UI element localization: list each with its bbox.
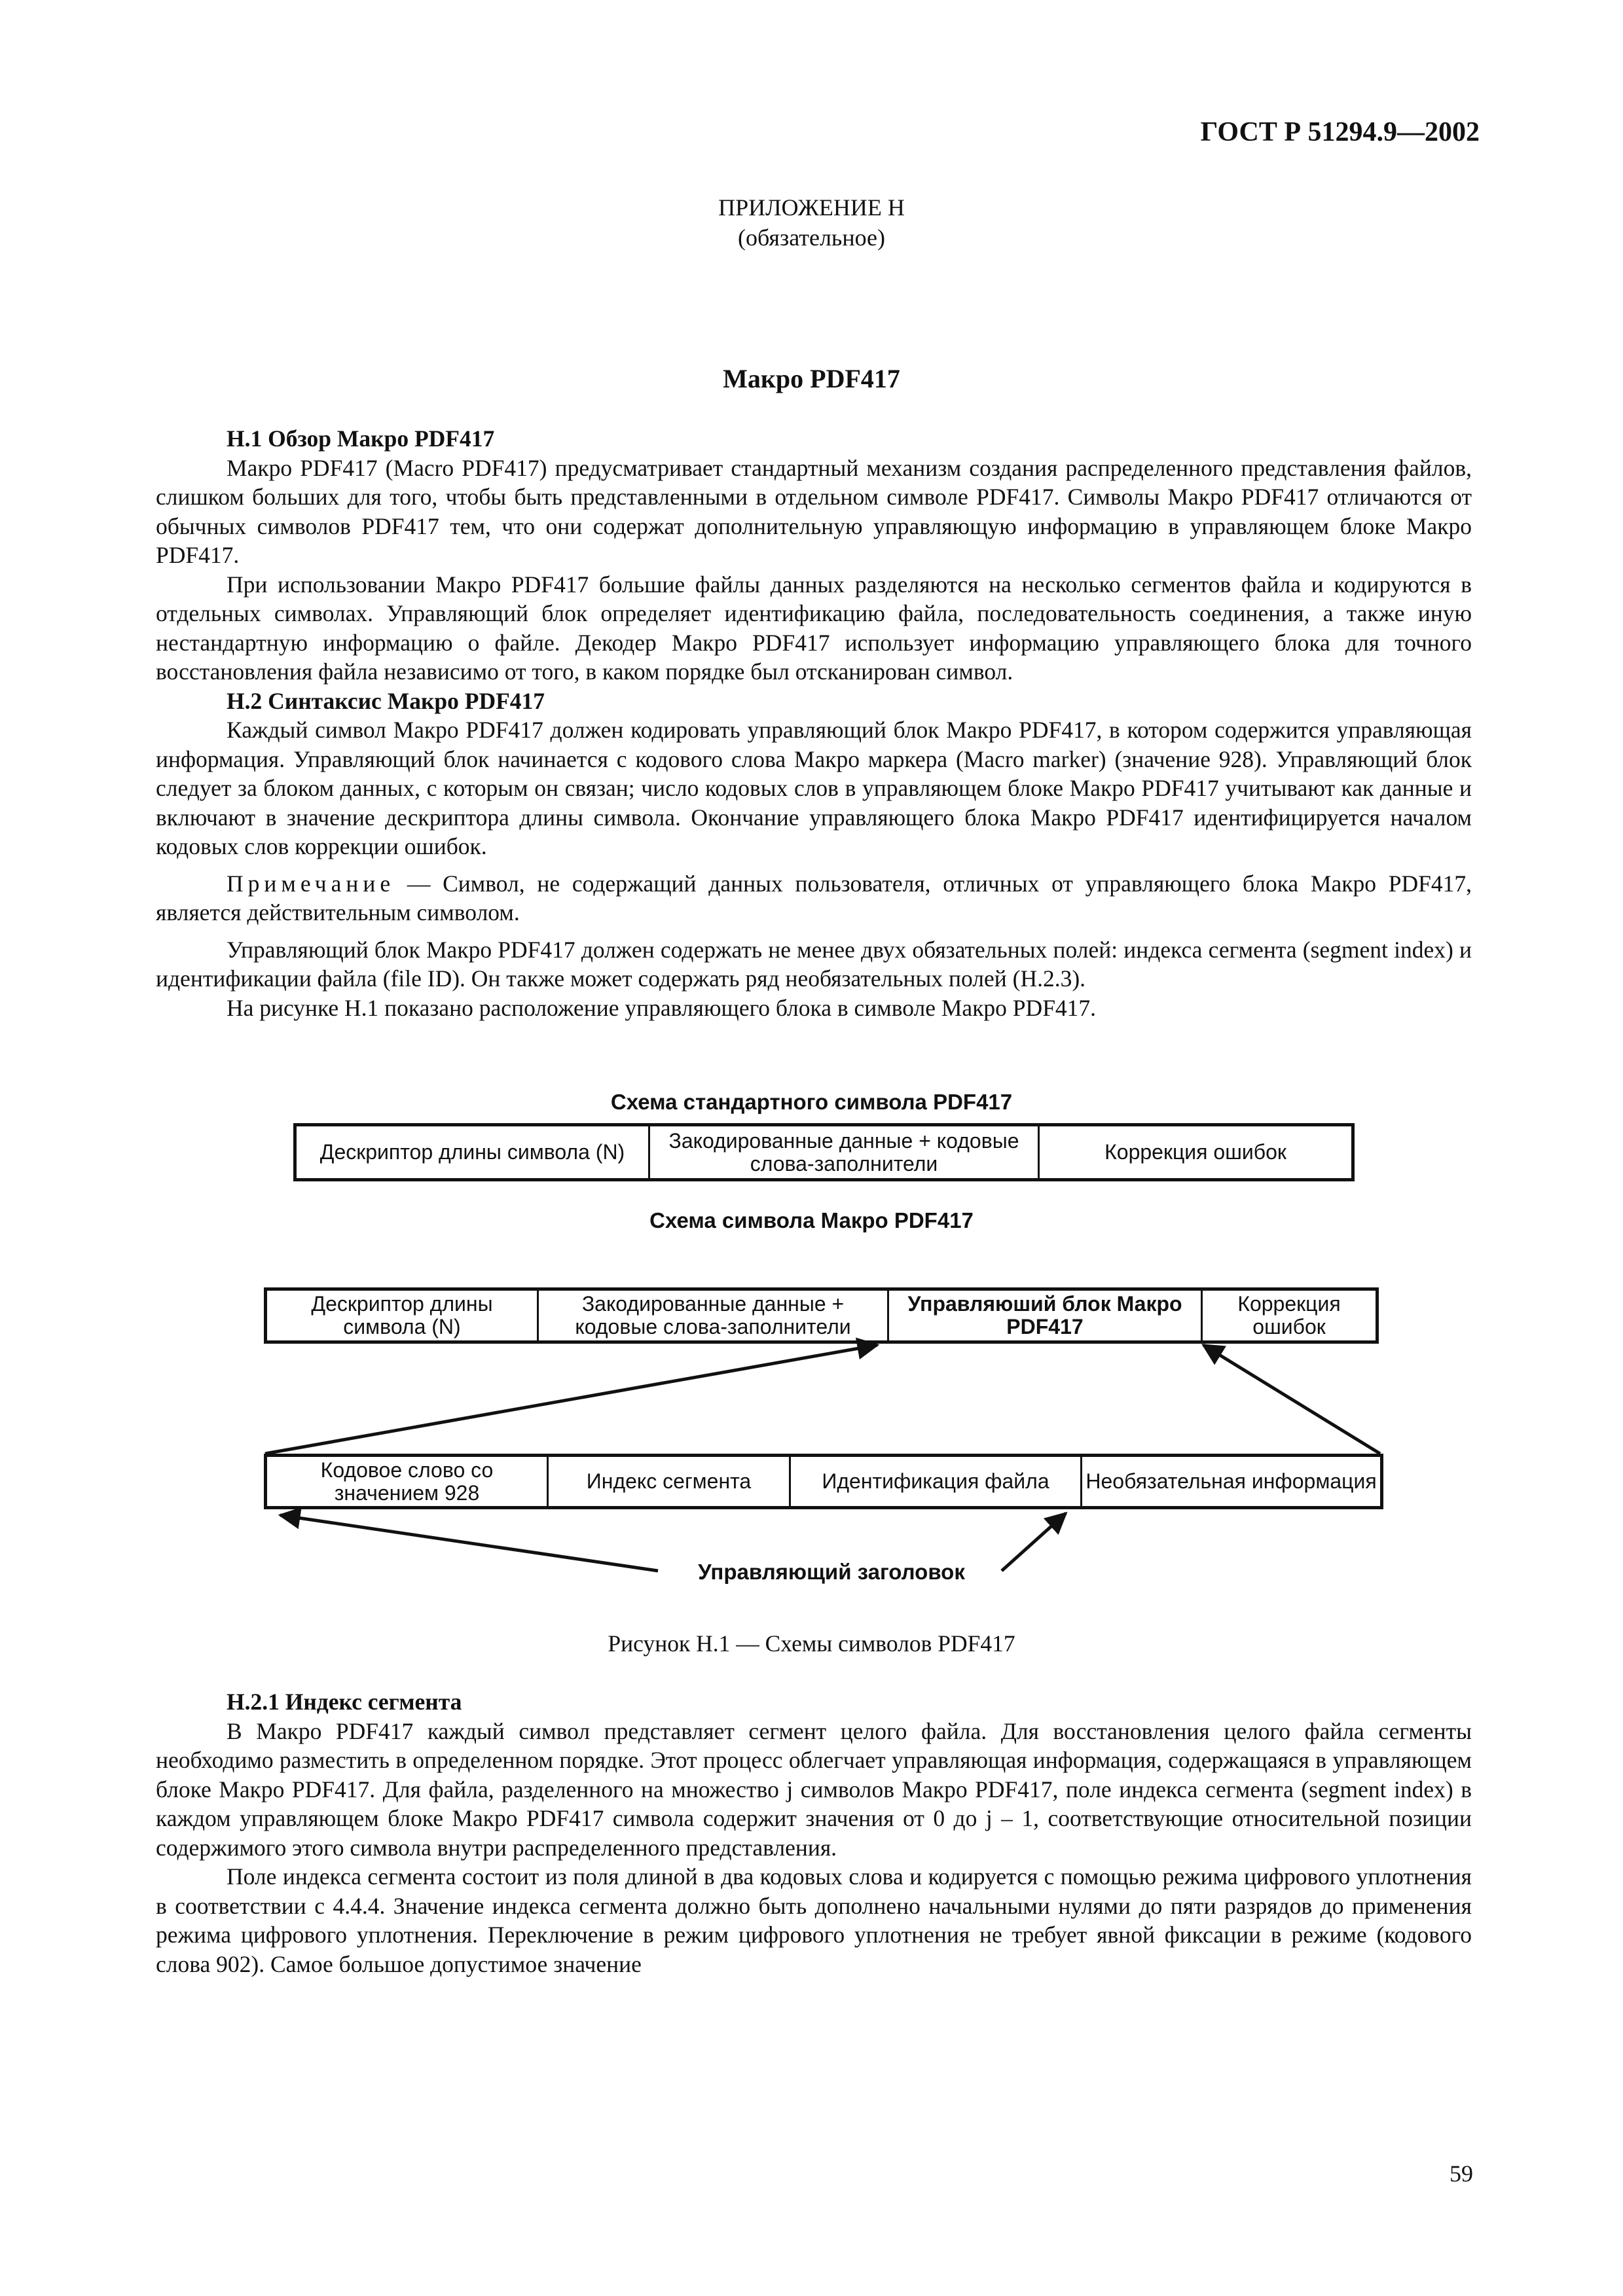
paragraph: В Макро PDF417 каждый символ представляет сегмент целого файла. Для восстановления целого файла сегменты необходимо разместить в определенном порядке. Этот процесс облегчает управляющая информация, содержащаяся в управляющем блоке Макро PDF417. Для файла, разделенного на множество j символов Макро PDF417, поле индекса сегмента (segment index) в каждом управляющем блоке Макро PDF417 символа содержит значения от 0 до j – 1, соответствующие относительной позиции содержимого этого символа внутри распределенного представления.: [156, 1717, 1472, 1861]
section-heading-h2: Н.2 Синтаксис Макро PDF417: [227, 687, 545, 714]
paragraph: Каждый символ Макро PDF417 должен кодировать управляющий блок Макро PDF417, в котором содержится управляющая информация. Управляющий блок начинается с кодового слова Макро маркера (Macro marker) (значение 928). Управляющий блок следует за блоком данных, с которым он связан; число кодовых слов в управляющем блоке Макро PDF417 учитывают как данные и включают в значение дескриптора длины символа. Окончание управляющего блока Макро PDF417 идентифицируется началом кодовых слов коррекции ошибок.: [156, 717, 1472, 859]
control-header-label: Управляющий заголовок: [698, 1560, 965, 1584]
figure-caption: Рисунок Н.1 — Схемы символов PDF417: [608, 1630, 1015, 1657]
figure-macro-title: Схема символа Макро PDF417: [649, 1208, 974, 1232]
paragraph: При использовании Макро PDF417 большие файлы данных разделяются на несколько сегментов файла и кодируются в отдельных символах. Управляющий блок определяет идентификацию файла, последовательность соединения, а также иную нестандартную информацию о файле. Декодер Макро PDF417 использует информацию управляющего блока для точного восстановления файла независимо от того, в каком порядке был отсканирован символ.: [156, 571, 1472, 685]
std-cell-encoded-data: Закодированные данные + кодовые слова-заполнители: [650, 1126, 1040, 1178]
page-title: Макро PDF417: [723, 364, 900, 393]
paragraph: Поле индекса сегмента состоит из поля длиной в два кодовых слова и кодируется с помощью режима цифрового уплотнения в соответствии с 4.4.4. Значение индекса сегмента должно быть дополнено начальными нулями до пяти разрядов до применения режима цифрового уплотнения. Переключение в режим цифрового уплотнения не требует явной фиксации в режиме (кодового слова 902). Самое большое допустимое значение: [156, 1863, 1472, 1977]
note-label: Примечание: [227, 870, 395, 897]
macro-cell-control-block: Управляюший блок Макро PDF417: [889, 1291, 1203, 1340]
expand-line-right: [1203, 1345, 1380, 1454]
page-number: 59: [1450, 2161, 1473, 2187]
section-heading-h2-1: Н.2.1 Индекс сегмента: [227, 1689, 462, 1715]
ctrl-cell-macro-marker: Кодовое слово со значением 928: [267, 1457, 549, 1506]
ctrl-cell-file-id: Идентификация файла: [791, 1457, 1082, 1506]
paragraph: Управляющий блок Макро PDF417 должен содержать не менее двух обязательных полей: индекса сегмента (segment index) и идентификации файла (file ID). Он также может содержать ряд необязательных полей (Н.2.3).: [156, 936, 1472, 992]
paragraph: Макро PDF417 (Macro PDF417) предусматривает стандартный механизм создания распределенного представления файлов, слишком больших для того, чтобы быть представленными в отдельном символе PDF417. Символы Макро PDF417 отличаются от обычных символов PDF417 тем, что они содержат дополнительную управляющую информацию в управляющем блоке Макро PDF417.: [156, 454, 1472, 568]
std-cell-error-correction: Коррекция ошибок: [1104, 1140, 1286, 1164]
header-arrow-left: [280, 1515, 658, 1571]
ctrl-cell-optional-info: Необязательная информация: [1085, 1469, 1377, 1493]
paragraph: На рисунке Н.1 показано расположение управляющего блока в символе Макро PDF417.: [227, 994, 1097, 1021]
macro-cell-encoded-data: Закодированные данные + кодовые слова-заполнители: [539, 1291, 889, 1340]
standard-number: ГОСТ Р 51294.9—2002: [1200, 117, 1480, 147]
expand-line-left: [265, 1345, 877, 1454]
body-text-lower: [156, 1687, 1472, 1979]
std-cell-length-descriptor: Дескриптор длины символа (N): [297, 1126, 650, 1178]
header-arrow-right: [1002, 1513, 1066, 1571]
macro-cell-error-correction: Коррекция ошибок: [1237, 1292, 1341, 1338]
macro-cell-length-descriptor: Дескриптор длины символа (N): [267, 1291, 539, 1340]
annex-label: ПРИЛОЖЕНИЕ Н: [718, 194, 905, 221]
section-heading-h1: Н.1 Обзор Макро PDF417: [227, 425, 495, 452]
note-text: — Символ, не содержащий данных пользователя, отличных от управляющего блока Макро PDF417, является действительным символом.: [156, 870, 1472, 925]
annex-status: (обязательное): [738, 224, 885, 251]
figure-std-title: Схема стандартного символа PDF417: [610, 1090, 1013, 1114]
ctrl-cell-segment-index: Индекс сегмента: [549, 1457, 791, 1506]
